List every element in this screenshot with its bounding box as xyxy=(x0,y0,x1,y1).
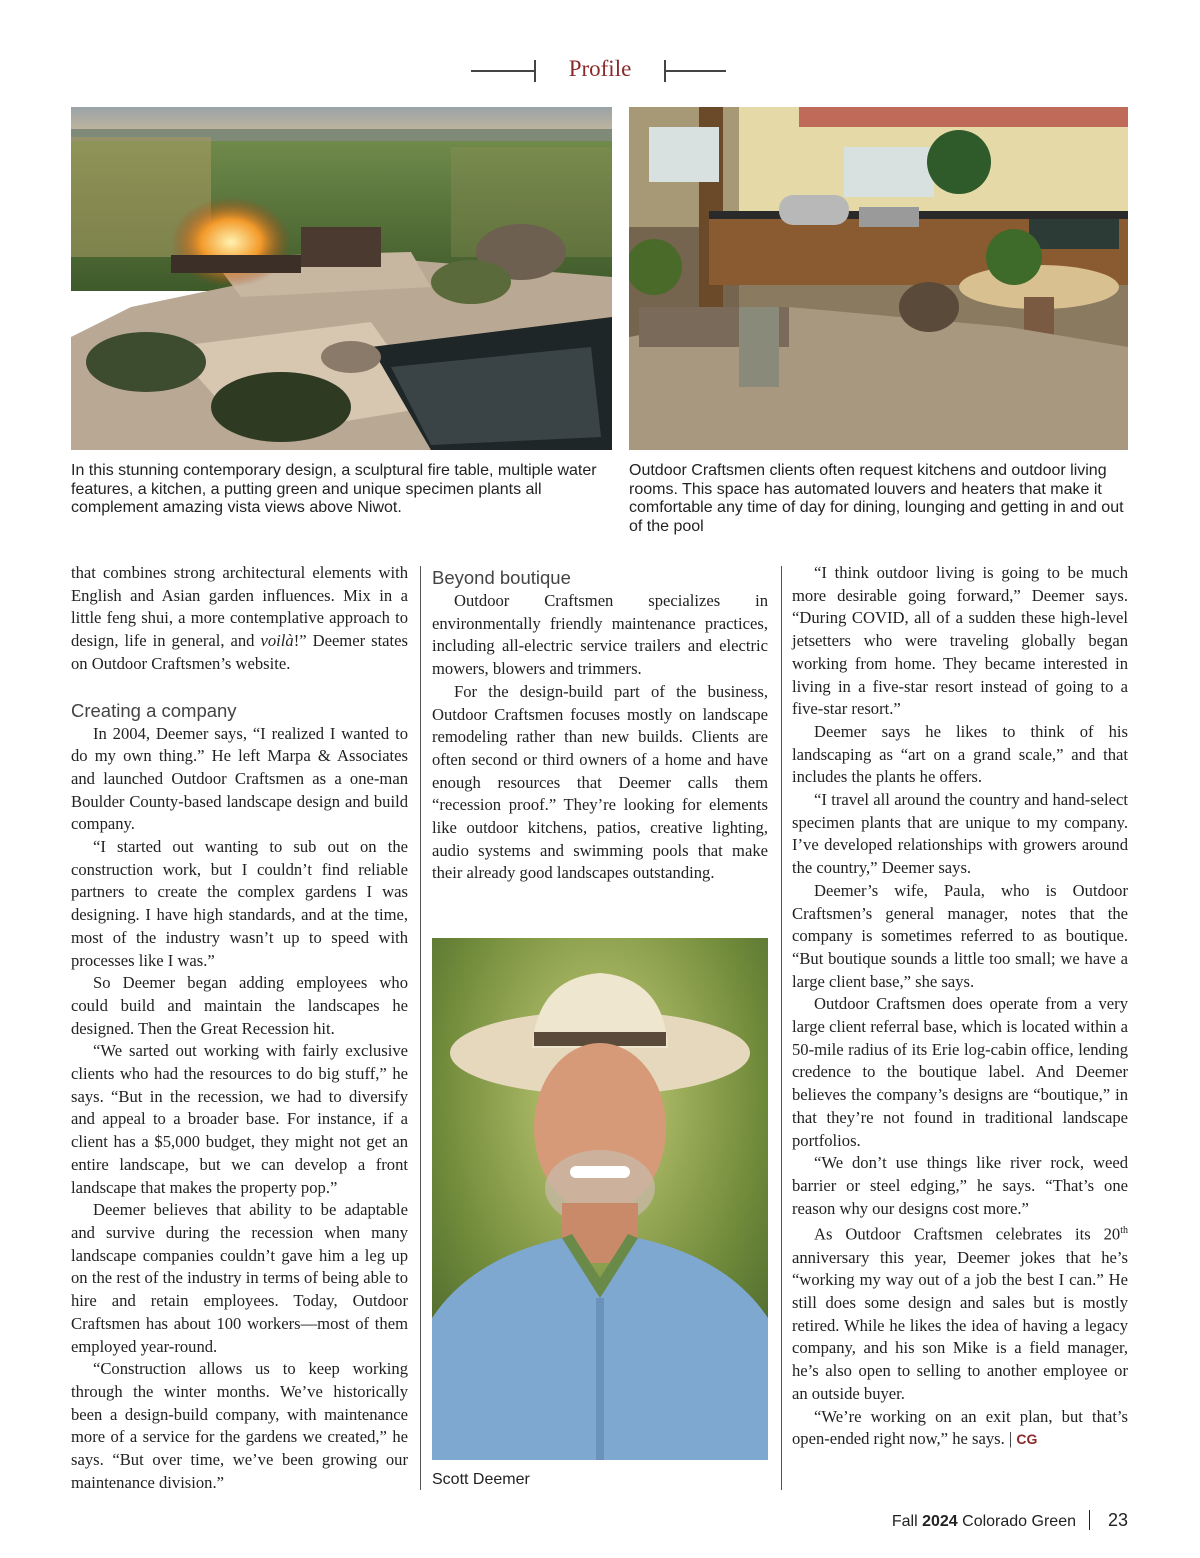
paragraph: Outdoor Craftsmen specializes in environmentally friendly maintenance practices, including all-electric service trailers and electric mowers, blowers and trimmers. xyxy=(432,591,768,679)
header-rule-right xyxy=(664,70,726,72)
section-title: Profile xyxy=(568,56,632,81)
scott-deemer-portrait xyxy=(432,938,768,1460)
article-column-3 xyxy=(792,562,1128,1451)
paragraph: “We don’t use things like river rock, weed barrier or steel edging,” he says. “That’s one reason why our designs cost more.” xyxy=(792,1153,1128,1218)
right-photo-caption: Outdoor Craftsmen clients often request kitchens and outdoor living rooms. This space has automated louvers and heaters that make it comfortable any time of day for dining, lounging and getting in and out of the pool xyxy=(629,462,1124,535)
paragraph: Deemer says he likes to think of his landscaping as “art on a grand scale,” and that includes the plants he offers. xyxy=(792,721,1128,787)
emphasis: voilà xyxy=(260,631,294,651)
paragraph xyxy=(792,1220,1128,1405)
text-run: As Outdoor Craftsmen celebrates its 20 xyxy=(814,1224,1121,1244)
paragraph: In 2004, Deemer says, “I realized I wanted to do my own thing.” He left Marpa & Associates and launched Outdoor Craftsmen as a one-man Boulder County-based landscape design and build company. xyxy=(71,723,408,834)
end-mark: CG xyxy=(1016,1431,1038,1448)
paragraph: “I started out wanting to sub out on the construction work, but I couldn’t find reliable partners to create the complex gardens I was designing. I have high standards, and at the time, most of the industry wasn’t up to speed with processes like I was.” xyxy=(71,837,408,970)
magazine-name: Colorado Green xyxy=(957,1513,1076,1530)
paragraph: “We sarted out working with fairly exclusive clients who had the resources to do big stuff,” he says. “But in the recession, we had to diversify and appeal to a broader base. For instance, if a client has a $5,000 budget, they might not get an entire landscape, but we can develop a front landscape that makes the property pop.” xyxy=(71,1041,408,1197)
section-heading: Creating a company xyxy=(71,699,237,721)
paragraph: “I travel all around the country and hand-select specimen plants that are unique to my company. I’ve developed relationships with growers around the country,” Deemer says. xyxy=(792,790,1128,878)
paragraph: Deemer believes that ability to be adaptable and survive during the recession when many landscape companies couldn’t gave him a leg up on the rest of the industry in terms of being able to hire and retain employees. Today, Outdoor Craftsmen has about 100 workers—most of them employed year-round. xyxy=(71,1200,408,1356)
left-photo-caption: In this stunning contemporary design, a sculptural fire table, multiple water features, a kitchen, a putting green and unique specimen plants all complement amazing vista views above Niwot. xyxy=(71,462,597,516)
section-header xyxy=(0,52,1200,92)
page-number: 23 xyxy=(1108,1510,1129,1530)
superscript: th xyxy=(1120,1225,1128,1237)
article-column-1 xyxy=(71,562,408,1494)
paragraph: For the design-build part of the business, Outdoor Craftsmen focuses mostly on landscape remodeling rather than new builds. Clients are often second or third owners of a home and have enough resources that Deemer calls them “recession proof.” They’re looking for elements like outdoor kitchens, patios, creative lighting, audio systems and swimming pools that make their already good landscapes outstanding. xyxy=(432,681,768,883)
column-divider xyxy=(420,566,421,1490)
section-heading: Beyond boutique xyxy=(432,567,571,588)
header-rule-left xyxy=(471,70,535,72)
paragraph xyxy=(792,1406,1128,1451)
paragraph xyxy=(71,562,408,676)
column-divider xyxy=(781,566,782,1490)
paragraph: So Deemer began adding employees who could build and maintain the landscapes he designed. Then the Great Recession hit. xyxy=(71,973,408,1038)
text-run: “We’re working on an exit plan, but that’s open-ended right now,” he says. | xyxy=(792,1406,1128,1449)
paragraph: Outdoor Craftsmen does operate from a very large client referral base, which is located within a 50-mile radius of its Erie log-cabin office, lending credence to the boutique label. And Deemer believes the company’s designs are “boutique,” in that they’re not found in traditional landscape portfolios. xyxy=(792,994,1128,1150)
issue-season: Fall xyxy=(891,1513,923,1530)
portrait-caption: Scott Deemer xyxy=(432,1471,530,1488)
text-run: anniversary this year, Deemer jokes that he’s “working my way out of a job the best I can.” He still does some design and sales but is mostly retired. While he likes the idea of having a legacy company, and his son Mike is a field manager, he’s also open to selling to another employee or an outside buyer. xyxy=(792,1247,1128,1403)
text-run: !” Deemer states on Outdoor Craftsmen’s website. xyxy=(71,631,408,673)
text-run: that combines strong architectural elements with English and Asian garden influences. Mix in a little feng shui, a more contemplative approach to design, life in general, and xyxy=(71,563,408,651)
header-tick-left xyxy=(534,60,536,82)
page-footer xyxy=(891,1508,1160,1534)
footer-divider xyxy=(1089,1510,1090,1530)
outdoor-kitchen-photo xyxy=(629,107,1128,450)
article-column-2 xyxy=(432,566,768,885)
issue-label xyxy=(892,1513,1076,1531)
paragraph: “I think outdoor living is going to be much more desirable going forward,” Deemer says. “During COVID, all of a sudden these high-level jetsetters who were traveling globally began working from home. They became interested in living in a five-star resort instead of going to a five-star resort.” xyxy=(792,563,1128,719)
garden-fire-table-photo xyxy=(71,107,612,450)
paragraph: “Construction allows us to keep working through the winter months. We’ve historically been a design-build company, with maintenance more of a service for the gardens we created,” he says. “But over time, we’ve been growing our maintenance division.” xyxy=(71,1359,408,1492)
issue-year: 2024 xyxy=(922,1513,958,1530)
paragraph: Deemer’s wife, Paula, who is Outdoor Craftsmen’s general manager, notes that the company is sometimes referred to as boutique. “But boutique sounds a little too small; we have a large client base,” she says. xyxy=(792,880,1128,991)
